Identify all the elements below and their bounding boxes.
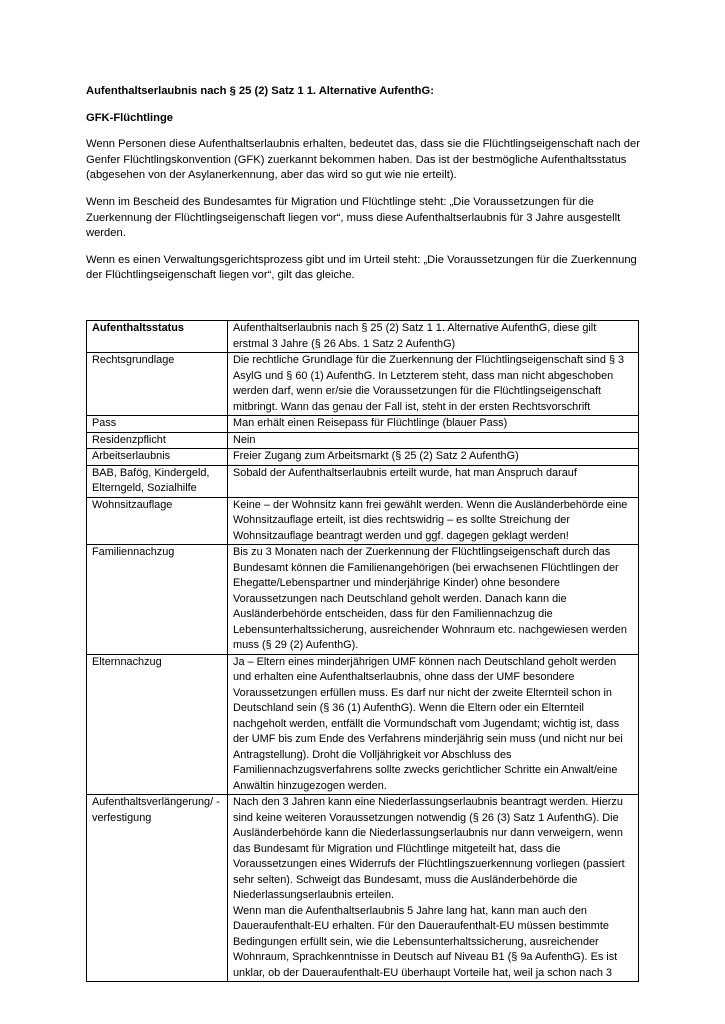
row-key: Familiennachzug bbox=[87, 545, 228, 655]
row-value-part: Nach den 3 Jahren kann eine Niederlassungserlaubnis beantragt werden. Hierzu sind keine weiteren Voraussetzungen notwendig (§ 26 (3) Satz 1 AufenthG). Die Ausländerbehörde kann die Niederlassungserlaubnis nur dann verweigern, wenn das Bundesamt für Migration und Flüchtlinge mitgeteilt hat, dass die Voraussetzungen eines Widerrufs der Flüchtlingszuerkennung vorliegen (passiert sehr selten). Schweigt das Bundesamt, muss die Ausländerbehörde die Niederlassungserlaubnis erteilen. bbox=[233, 796, 625, 901]
status-table bbox=[86, 320, 639, 982]
row-value: Man erhält einen Reisepass für Flüchtlinge (blauer Pass) bbox=[228, 416, 639, 433]
table-row bbox=[87, 654, 639, 795]
row-key: Pass bbox=[87, 416, 228, 433]
row-value: Bis zu 3 Monaten nach der Zuerkennung der Flüchtlingseigenschaft durch das Bundesamt können die Familienangehörigen (bei erwachsenen Flüchtlingen der Ehegatte/Lebenspartner und minderjährige Kinder) ohne besondere Voraussetzungen nach Deutschland geholt werden. Danach kann die Ausländerbehörde entscheiden, dass für den Familiennachzug die Lebensunterhaltssicherung, ausreichender Wohnraum etc. nachgewiesen werden muss (§ 29 (2) AufenthG). bbox=[228, 545, 639, 655]
table-row bbox=[87, 545, 639, 655]
document-body bbox=[86, 84, 642, 295]
row-value-part: Wenn man die Aufenthaltserlaubnis 5 Jahre lang hat, kann man auch den Daueraufenthalt-EU erhalten. Für den Daueraufenthalt-EU müssen bestimmte Bedingungen erfüllt sein, wie die Lebensunterhaltssicherung, ausreichender Wohnraum, Sprachkenntnisse in Deutsch auf Niveau B1 (§ 9a AufenthG). Es ist unklar, ob der Daueraufenthalt-EU überhaupt Vorteile hat, weil ja schon nach 3 bbox=[233, 904, 618, 979]
row-value: Die rechtliche Grundlage für die Zuerkennung der Flüchtlingseigenschaft sind § 3 AsylG und § 60 (1) AufenthG. In Letzterem steht, dass man nicht abgeschoben werden darf, wenn er/sie die Voraussetzungen für die Flüchtlingseigenschaft mitbringt. Wann das genau der Fall ist, steht in der ersten Rechtsvorschrift bbox=[228, 353, 639, 416]
document-subtitle: GFK-Flüchtlinge bbox=[86, 111, 174, 124]
row-value: Aufenthaltserlaubnis nach § 25 (2) Satz 1 1. Alternative AufenthG, diese gilt erstmal 3 Jahre (§ 26 Abs. 1 Satz 2 AufenthG) bbox=[228, 321, 639, 353]
row-value: Freier Zugang zum Arbeitsmarkt (§ 25 (2) Satz 2 AufenthG) bbox=[228, 449, 639, 466]
row-key: Aufenthaltsverlängerung/ -verfestigung bbox=[87, 795, 228, 982]
gericht-paragraph: Wenn es einen Verwaltungsgerichtsprozess gibt und im Urteil steht: „Die Voraussetzungen für die Zuerkennung der Flüchtlingseigenschaft liegen vor“, gilt das gleiche. bbox=[86, 253, 637, 282]
table-row bbox=[87, 321, 639, 353]
table-row bbox=[87, 353, 639, 416]
row-key: Arbeitserlaubnis bbox=[87, 449, 228, 466]
row-key: Wohnsitzauflage bbox=[87, 497, 228, 545]
table-row bbox=[87, 795, 639, 982]
row-key: Rechtsgrundlage bbox=[87, 353, 228, 416]
row-value: Keine – der Wohnsitz kann frei gewählt werden. Wenn die Ausländerbehörde eine Wohnsitzauflage erteilt, ist dies rechtswidrig – es sollte Streichung der Wohnsitzauflage beantragt werden und ggf. dagegen geklagt werden! bbox=[228, 497, 639, 545]
row-key: BAB, Bafög, Kindergeld, Elterngeld, Sozialhilfe bbox=[87, 465, 228, 497]
table-row bbox=[87, 432, 639, 449]
intro-paragraph: Wenn Personen diese Aufenthaltserlaubnis erhalten, bedeutet das, dass sie die Flüchtlingseigenschaft nach der Genfer Flüchtlingskonvention (GFK) zuerkannt bekommen haben. Das ist der bestmögliche Aufenthaltsstatus (abgesehen von der Asylanerkennung, aber das wird so gut wie nie erteilt). bbox=[86, 138, 640, 182]
table-row bbox=[87, 449, 639, 466]
table-row bbox=[87, 416, 639, 433]
row-value: Ja – Eltern eines minderjährigen UMF können nach Deutschland geholt werden und erhalten eine Aufenthaltserlaubnis, ohne dass der UMF besondere Voraussetzungen erfüllen muss. Es darf nur nicht der zweite Elternteil schon in Deutschland sein (§ 36 (1) AufenthG). Wenn die Eltern oder ein Elternteil nachgeholt werden, entfällt die Vormundschaft vom Jugendamt; wichtig ist, dass der UMF bis zum Ende des Verfahrens minderjährig sein muss (und nicht nur bei Antragstellung). Droht die Volljährigkeit vor Abschluss des Familiennachzugsverfahrens sollte zwecks gerichtlicher Schritte ein Anwalt/eine Anwältin hinzugezogen werden. bbox=[228, 654, 639, 795]
bescheid-paragraph: Wenn im Bescheid des Bundesamtes für Migration und Flüchtlinge steht: „Die Voraussetzungen für die Zuerkennung der Flüchtlingseigenschaft liegen vor“, muss diese Aufenthaltserlaubnis für 3 Jahre ausgestellt werden. bbox=[86, 195, 621, 240]
row-value: Nein bbox=[228, 432, 639, 449]
row-key: Elternnachzug bbox=[87, 654, 228, 795]
row-value: Sobald der Aufenthaltserlaubnis erteilt wurde, hat man Anspruch darauf bbox=[228, 465, 639, 497]
row-key: Aufenthaltsstatus bbox=[87, 321, 228, 353]
row-value bbox=[228, 795, 639, 982]
table-row bbox=[87, 465, 639, 497]
table-row bbox=[87, 497, 639, 545]
document-title: Aufenthaltserlaubnis nach § 25 (2) Satz 1 1. Alternative AufenthG: bbox=[86, 85, 434, 97]
row-key: Residenzpflicht bbox=[87, 432, 228, 449]
